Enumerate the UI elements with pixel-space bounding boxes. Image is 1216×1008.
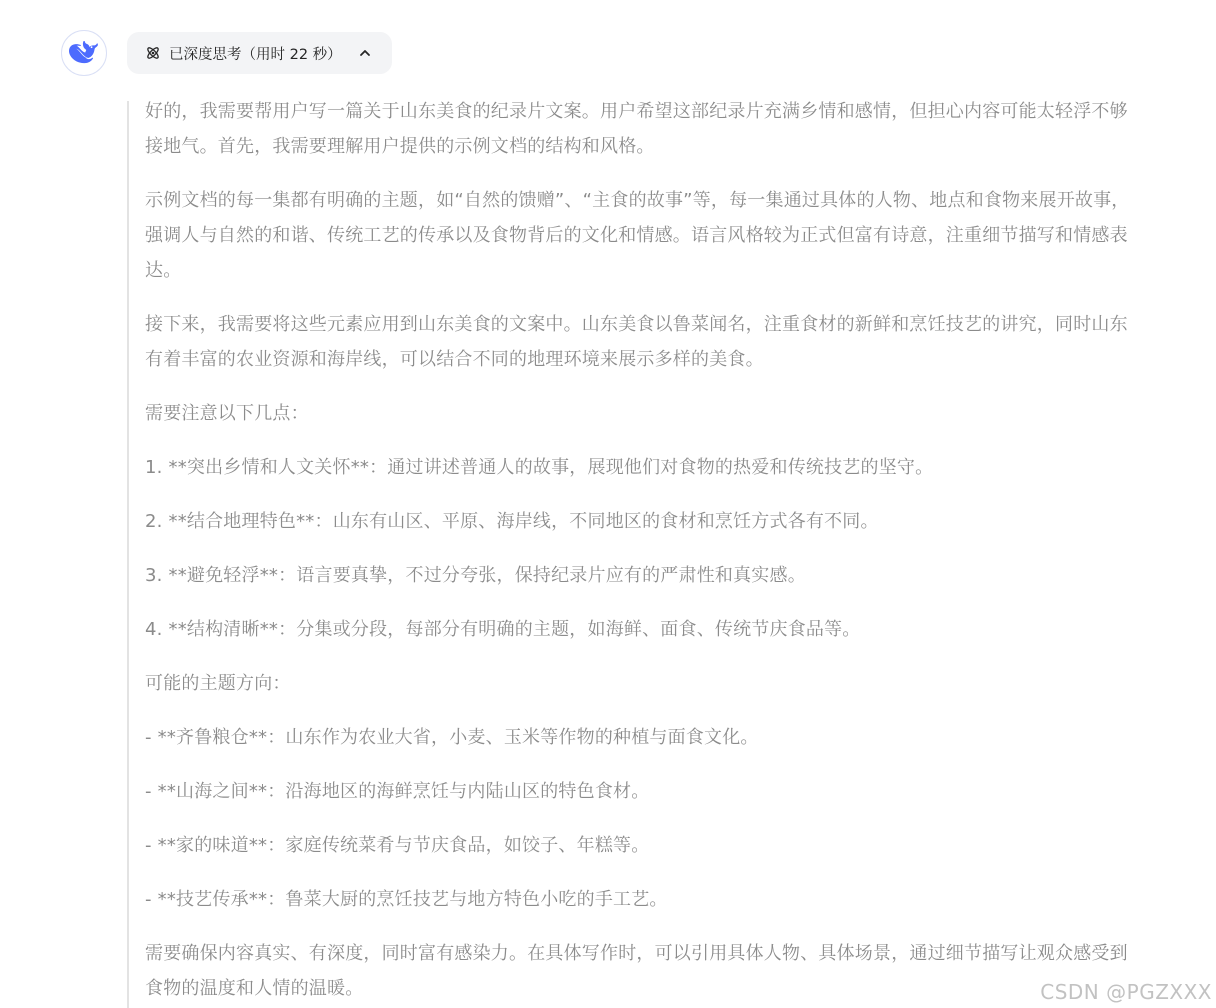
- thought-list-item: 3. **避免轻浮**：语言要真挚，不过分夸张，保持纪录片应有的严肃性和真实感。: [145, 565, 806, 586]
- thought-list-item: - **齐鲁粮仓**：山东作为农业大省，小麦、玉米等作物的种植与面食文化。: [145, 727, 759, 748]
- deep-thinking-label: 已深度思考（用时 22 秒）: [169, 46, 342, 63]
- thought-paragraph: 可能的主题方向：: [145, 673, 291, 694]
- thought-list-item: - **技艺传承**：鲁菜大厨的烹饪技艺与地方特色小吃的手工艺。: [145, 889, 668, 910]
- whale-logo-icon: [69, 41, 99, 65]
- thought-list-item: 1. **突出乡情和人文关怀**：通过讲述普通人的故事，展现他们对食物的热爱和传统技艺的坚守。: [145, 457, 934, 478]
- watermark: CSDN @PGZXXX: [1040, 980, 1212, 1004]
- thought-list-item: - **山海之间**：沿海地区的海鲜烹饪与内陆山区的特色食材。: [145, 781, 650, 802]
- thought-list-item: - **家的味道**：家庭传统菜肴与节庆食品，如饺子、年糕等。: [145, 835, 650, 856]
- thought-paragraph: 需要确保内容真实、有深度，同时富有感染力。在具体写作时，可以引用具体人物、具体场景，通过细节描写让观众感受到食物的温度和人情的温暖。: [145, 943, 1128, 999]
- thought-paragraph: 需要注意以下几点：: [145, 403, 309, 424]
- thought-paragraph: 好的，我需要帮用户写一篇关于山东美食的纪录片文案。用户希望这部纪录片充满乡情和感情，但担心内容可能太轻浮不够接地气。首先，我需要理解用户提供的示例文档的结构和风格。: [145, 101, 1128, 157]
- thinking-content: [127, 101, 1130, 1008]
- assistant-avatar: [61, 30, 107, 76]
- deep-thinking-toggle[interactable]: [127, 32, 392, 74]
- thought-paragraph: 示例文档的每一集都有明确的主题，如“自然的馈赠”、“主食的故事”等，每一集通过具体的人物、地点和食物来展开故事，强调人与自然的和谐、传统工艺的传承以及食物背后的文化和情感。语言风格较为正式但富有诗意，注重细节描写和情感表达。: [145, 190, 1130, 281]
- atom-icon: [145, 45, 161, 61]
- thought-paragraph: 接下来，我需要将这些元素应用到山东美食的文案中。山东美食以鲁菜闻名，注重食材的新鲜和烹饪技艺的讲究，同时山东有着丰富的农业资源和海岸线，可以结合不同的地理环境来展示多样的美食。: [145, 314, 1128, 370]
- chevron-up-icon: [358, 46, 372, 60]
- thought-list-item: 2. **结合地理特色**：山东有山区、平原、海岸线，不同地区的食材和烹饪方式各有不同。: [145, 511, 879, 532]
- thought-list-item: 4. **结构清晰**：分集或分段，每部分有明确的主题，如海鲜、面食、传统节庆食品等。: [145, 619, 861, 640]
